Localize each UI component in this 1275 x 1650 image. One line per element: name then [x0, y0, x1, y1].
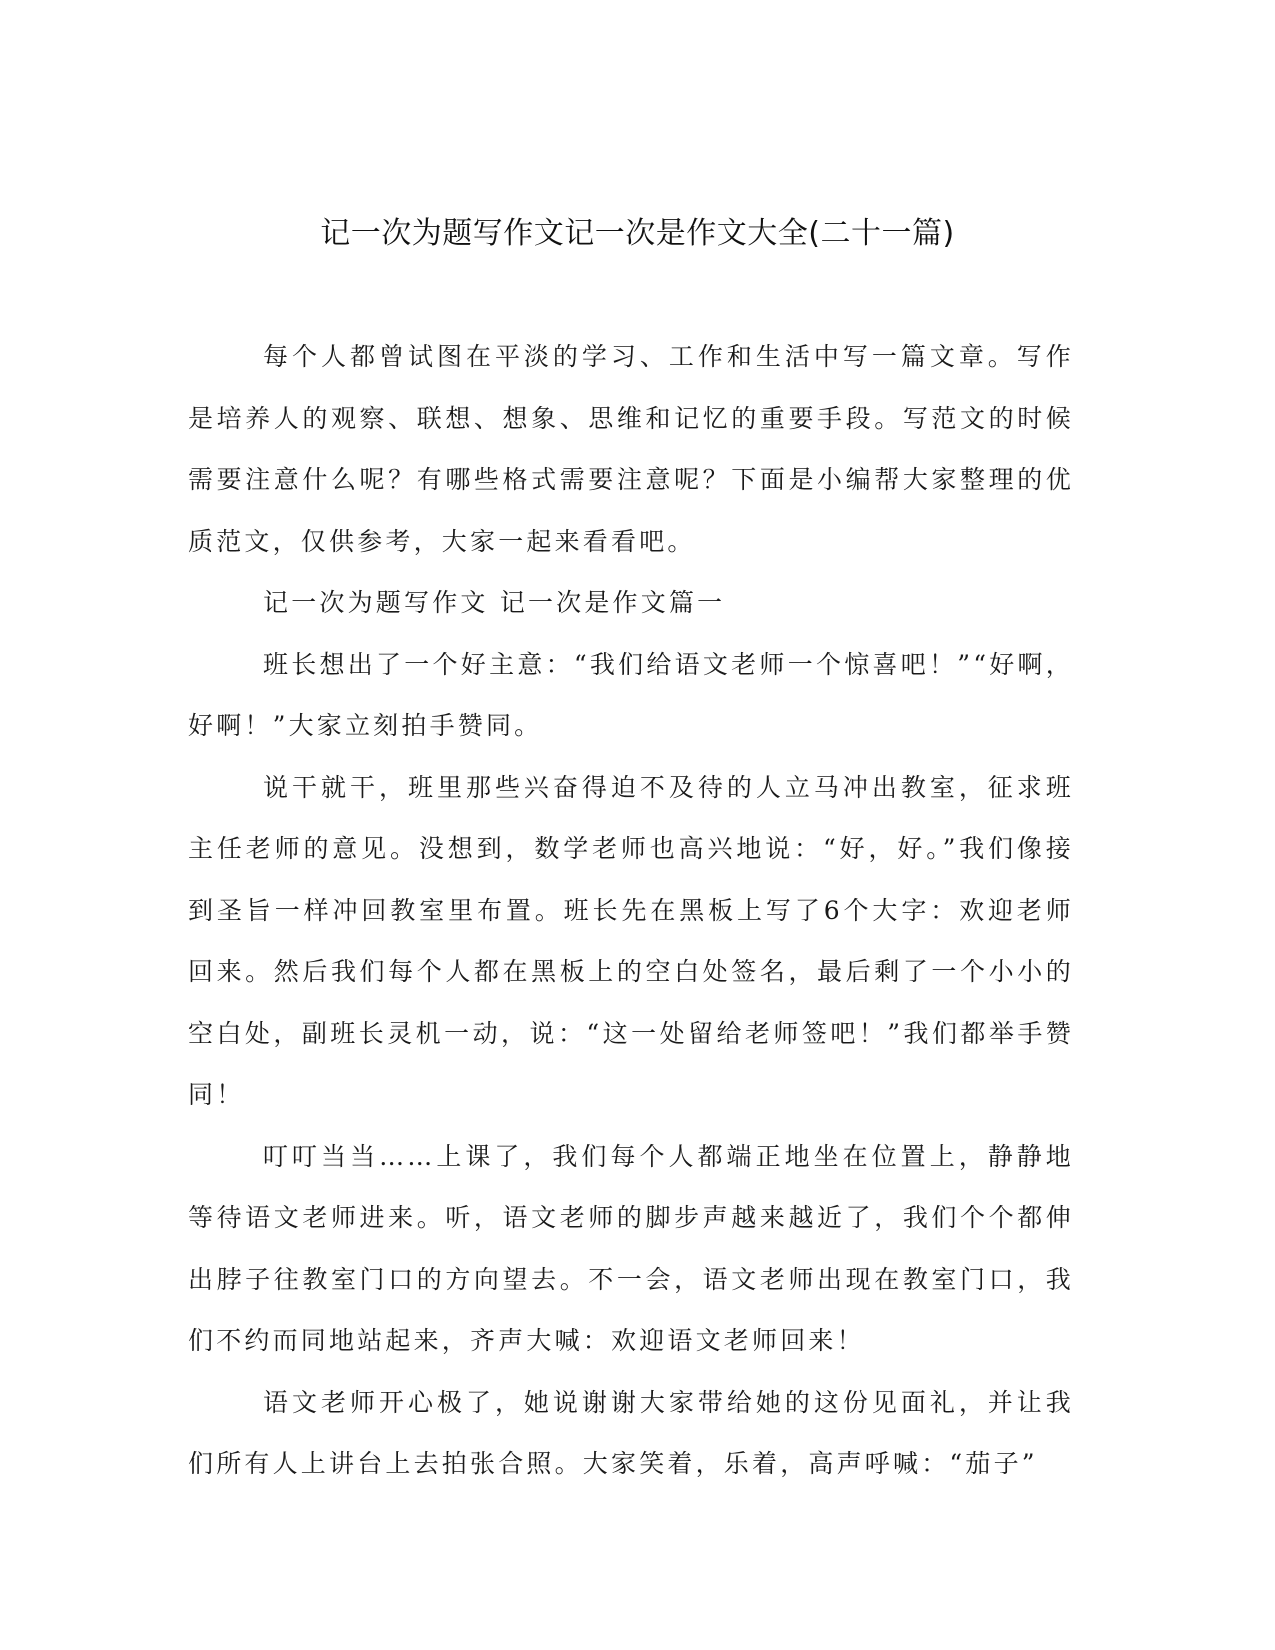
section-heading: 记一次为题写作文 记一次是作文篇一	[263, 588, 726, 617]
document-body	[188, 326, 1074, 1495]
document-title: 记一次为题写作文记一次是作文大全(二十一篇)	[320, 216, 955, 251]
paragraph: 班长想出了一个好主意：“我们给语文老师一个惊喜吧！”“好啊，好啊！”大家立刻拍手赞同。	[188, 649, 1074, 740]
paragraph: 语文老师开心极了，她说谢谢大家带给她的这份见面礼，并让我们所有人上讲台上去拍张合照。大家笑着，乐着，高声呼喊：“茄子”	[188, 1387, 1074, 1478]
paragraph: 叮叮当当……上课了，我们每个人都端正地坐在位置上，静静地等待语文老师进来。听，语文老师的脚步声越来越近了，我们个个都伸出脖子往教室门口的方向望去。不一会，语文老师出现在教室门口，我们不约而同地站起来，齐声大喊：欢迎语文老师回来！	[188, 1141, 1074, 1355]
paragraph: 说干就干，班里那些兴奋得迫不及待的人立马冲出教室，征求班主任老师的意见。没想到，数学老师也高兴地说：“好，好。”我们像接到圣旨一样冲回教室里布置。班长先在黑板上写了6个大字：欢迎老师回来。然后我们每个人都在黑板上的空白处签名，最后剩了一个小小的空白处，副班长灵机一动，说：“这一处留给老师签吧！”我们都举手赞同！	[188, 772, 1074, 1109]
paragraph-intro: 每个人都曾试图在平淡的学习、工作和生活中写一篇文章。写作是培养人的观察、联想、想象、思维和记忆的重要手段。写范文的时候需要注意什么呢？有哪些格式需要注意呢？下面是小编帮大家整理的优质范文，仅供参考，大家一起来看看吧。	[188, 342, 1074, 556]
